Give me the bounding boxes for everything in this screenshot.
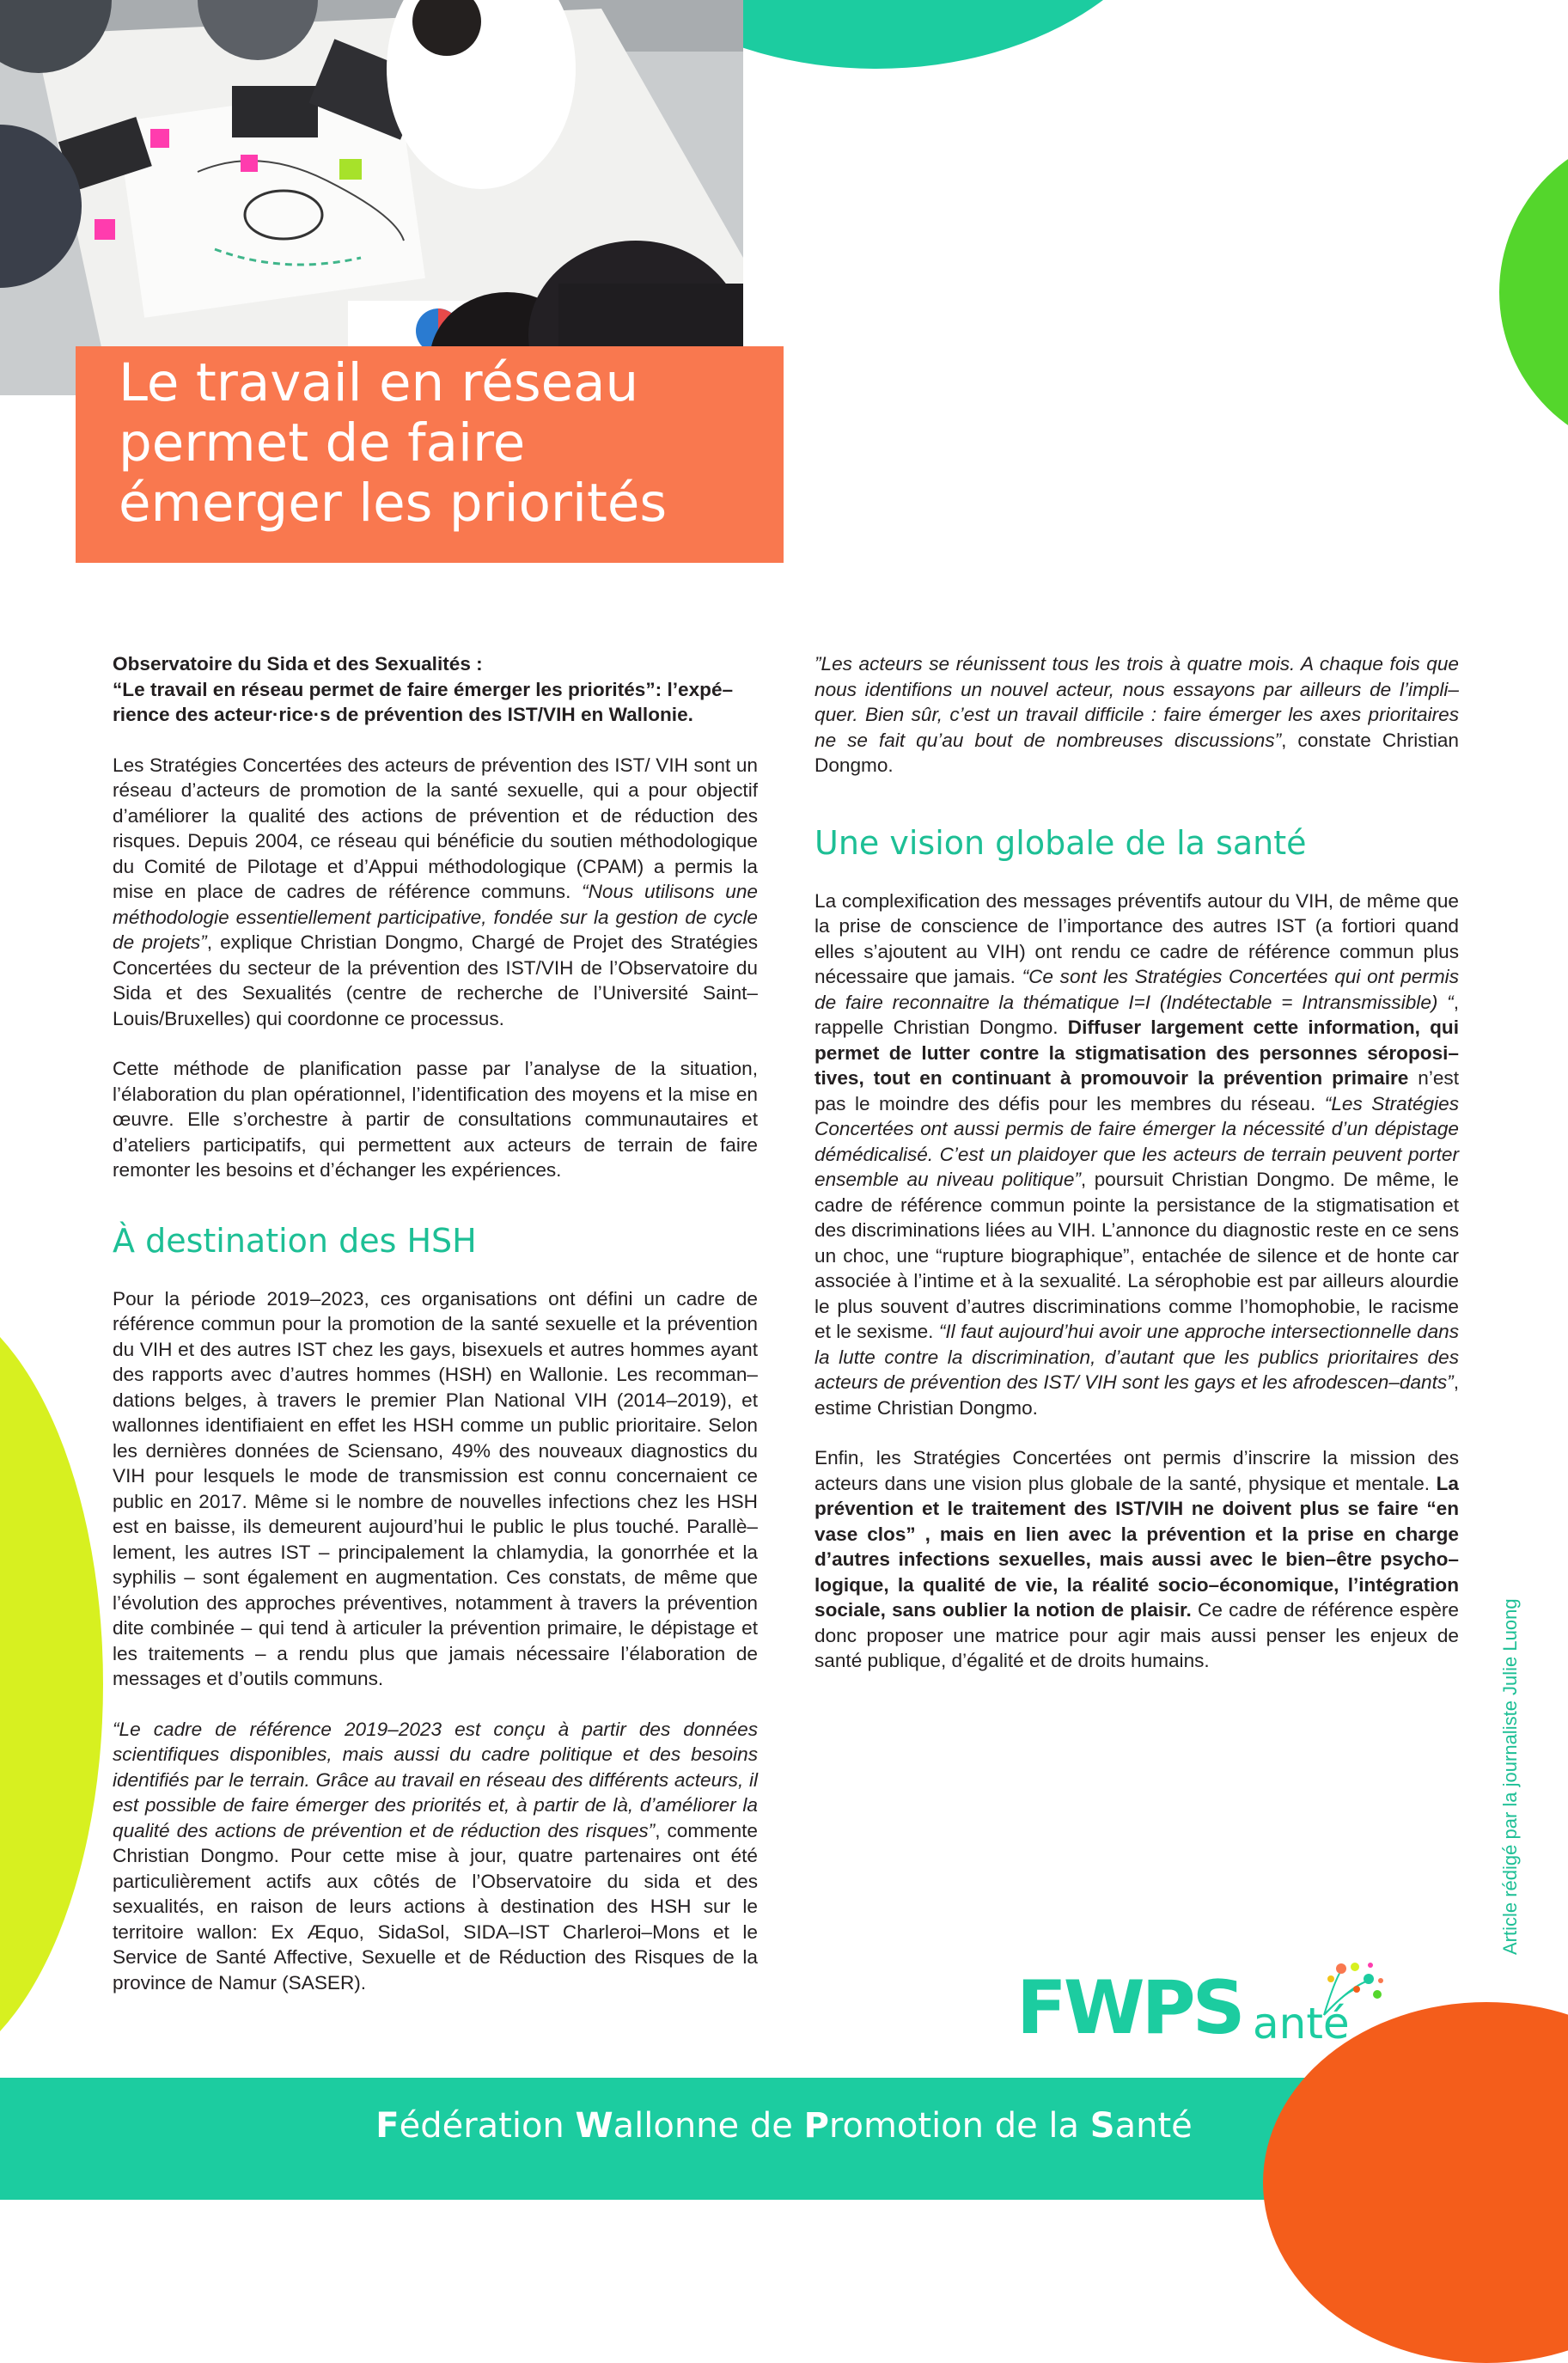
paragraph: “Le cadre de référence 2019–2023 est conçu à partir des données scientifiques disponibles, mais aussi du cadre politique et des besoins identifiés par le terrain. Grâce au travail en réseau des différents acteurs, il est possible de faire émerger des priorités et, à partir de là, d’améliorer la qualité des actions de prévention et de réduction des risques”, commente Christian Dongmo. Pour cette mise à jour, quatre partenaires ont été particulièrement actifs aux côtés de l’Observatoire du sida et des sexualités, en raison de leurs actions à destination des HSH sur le territoire wallon: Ex Æquo, SidaSol, SIDA–IST Charleroi–Mons et le Service de Santé Affective, Sexuelle et de Réduction des Risques de la province de Namur (SASER).: [113, 1718, 758, 1994]
paragraph: Enfin, les Stratégies Concertées ont permis d’inscrire la mission des acteurs dans une vision plus globale de la santé, physique et mentale. La prévention et le traitement des IST/VIH ne doivent plus se faire “en vase clos” , mais en lien avec la prévention et la prise en charge d’autres infections sexuelles, mais aussi avec le bien–être psycho–logique, la qualité de vie, la réalité socio–économique, l’intégration sociale, sans oublier la notion de plaisir. Ce cadre de référence espère donc proposer une matrice pour agir mais aussi penser les enjeux de santé publique, d’égalité et de droits humains.: [815, 1447, 1459, 1671]
logo-sub-text: anté: [1253, 1999, 1350, 2049]
quote: “Le cadre de référence 2019–2023 est conçu à partir des données scientifiques disponibles, mais aussi du cadre politique et des besoins identifiés par le terrain. Grâce au travail en réseau des différents acteurs, il est possible de faire émerger des priorités et, à partir de là, d’améliorer la qualité des actions de prévention et de réduction des risques”: [113, 1718, 758, 1841]
intro-source: Observatoire du Sida et des Sexualités :: [113, 653, 483, 675]
quote: “Nous utilisons une méthodologie essentiellement participative, fondée sur la gestion de cycle de projets”: [113, 881, 758, 953]
section-heading-vision: Une vision globale de la santé: [815, 823, 1307, 862]
logo-main-text: FWPS: [1016, 1965, 1242, 2051]
section-heading-hsh: À destination des HSH: [113, 1221, 477, 1260]
article-title: Le travail en réseau permet de faire émerger les priorités: [119, 352, 668, 534]
hero-photo: [0, 0, 743, 395]
highlight: Diffuser largement cette information, qui permet de lutter contre la stigmatisation des personnes séroposi–tives, tout en continuant à promouvoir la prévention primaire: [815, 1017, 1459, 1089]
paragraph: Pour la période 2019–2023, ces organisations ont défini un cadre de référence commun pour la promotion de la santé sexuelle et la prévention du VIH et des autres IST chez les gays, bisexuels et autres hommes ayant des rapports avec d’autres hommes (HSH) en Wallonie. Les recomman–dations belges, à travers le premier Plan National VIH (2014–2019), et wallonnes identifiaient en effet les HSH comme un public prioritaire. Selon les dernières données de Sciensano, 49% des nouveaux diagnostics du VIH pour lesquels le mode de transmission est connu concernaient ce public en 2017. Même si le nombre de nouvelles infections chez les HSH est en baisse, ils demeurent aujourd’hui le public le plus touché. Parallè–lement, les autres IST – principalement la chlamydia, la gonorrhée et la syphilis – sont également en augmentation. Ces constats, de même que l’évolution des approches préventives, notamment à travers la prévention dite combinée – qui tend à articuler la prévention primaire, le dépistage et les traitements – a rendu plus que jamais nécessaire l’élaboration de messages et d’outils communs.: [113, 1287, 758, 1689]
author-credit: Article rédigé par la journaliste Julie Luong: [1499, 1598, 1521, 1955]
highlight: La prévention et le traitement des IST/VIH ne doivent plus se faire “en vase clos” , mais en lien avec la prévention et la prise en charge d’autres infections sexuelles, mais aussi avec le bien–être psycho–logique, la qualité de vie, la réalité socio–économique, l’intégration sociale, sans oublier la notion de plaisir.: [815, 1472, 1459, 1621]
logo-sparkle-icon: [1317, 1960, 1386, 2020]
intro-headline: “Le travail en réseau permet de faire émerger les priorités”: l’expé–rience des acteur·rice·s de prévention des IST/VIH en Wallonie.: [113, 678, 734, 725]
quote: “Les Stratégies Concertées ont aussi permis de faire émerger la nécessité d’un dépistage démédicalisé. C’est un plaidoyer que les acteurs de terrain peuvent porter ensemble au niveau politique”: [815, 1092, 1459, 1190]
footer-organisation-name: Fédération Wallonne de Promotion de la Santé: [375, 2106, 1193, 2146]
left-column: [113, 651, 758, 2020]
fwps-logo: [1016, 1963, 1377, 2058]
paragraph: Cette méthode de planification passe par l’analyse de la situation, l’élaboration du plan opérationnel, l’identification des moyens et la mise en œuvre. Elle s’orchestre à partir de consultations communautaires et d’ateliers participatifs, qui permettent aux acteurs de terrain de faire remonter les besoins et d’échanger les expériences.: [113, 1058, 758, 1181]
article-intro: [113, 651, 758, 728]
title-banner: [76, 346, 784, 563]
decorative-circle-left: [0, 1289, 103, 2079]
quote: “Il faut aujourd’hui avoir une approche intersectionnelle dans la lutte contre la discrimination, d’autant que les publics prioritaires des acteurs de prévention des IST/ VIH sont les gays et les afrodescen–dants”: [815, 1321, 1460, 1393]
paragraph: La complexification des messages préventifs autour du VIH, de même que la prise de conscience de l’importance des autres IST (a fortiori quand elles s’ajoutent au VIH) ont rendu ce cadre de référence commun plus nécessaire que jamais. “Ce sont les Stratégies Concertées qui ont permis de faire reconnaitre la thématique I=I (Indétectable = Intransmissible) “, rappelle Christian Dongmo. Diffuser largement cette information, qui permet de lutter contre la stigmatisation des personnes séroposi–tives, tout en continuant à promouvoir la prévention primaire n’est pas le moindre des défis pour les membres du réseau. “Les Stratégies Concertées ont aussi permis de faire émerger la nécessité d’un dépistage démédicalisé. C’est un plaidoyer que les acteurs de terrain peuvent porter ensemble au niveau politique”, poursuit Christian Dongmo. De même, le cadre de référence commun pointe la persistance de la stigmatisation et des discriminations liées au VIH. L’annonce du diagnostic reste en ce sens un choc, une “rupture biographique”, entachée de silence et de honte car associée à l’intime et à la sexualité. La sérophobie est par ailleurs alourdie le plus souvent d’autres discriminations comme l’homophobie, le racisme et le sexisme. “Il faut aujourd’hui avoir une approche intersectionnelle dans la lutte contre la discrimination, d’autant que les publics prioritaires des acteurs de prévention des IST/ VIH sont les gays et les afrodescen–dants”, estime Christian Dongmo.: [815, 889, 1460, 1419]
paragraph: ”Les acteurs se réunissent tous les trois à quatre mois. A chaque fois que nous identifions un nouvel acteur, nous essayons par ailleurs de l’impli–quer. Bien sûr, c’est un travail difficile : faire émerger les axes prioritaires ne se fait qu’au bout de nombreuses discussions”, constate Christian Dongmo.: [815, 653, 1459, 776]
paragraph: Les Stratégies Concertées des acteurs de prévention des IST/ VIH sont un réseau d’acteurs de promotion de la santé sexuelle, qui a pour objectif d’améliorer la qualité des actions de prévention et de réduction des risques. Depuis 2004, ce réseau qui bénéficie du soutien méthodologique du Comité de Pilotage et d’Appui méthodologique (CPAM) a permis la mise en place de cadres de référence communs. “Nous utilisons une méthodologie essentiellement participative, fondée sur la gestion de cycle de projets”, explique Christian Dongmo, Chargé de Projet des Stratégies Concertées du secteur de la prévention des IST/VIH de l’Observatoire du Sida et des Sexualités (centre de recherche de l’Université Saint–Louis/Bruxelles) qui coordonne ce processus.: [113, 754, 759, 1029]
decorative-circle-right: [1499, 129, 1568, 455]
right-column: [815, 651, 1459, 1699]
quote: “Ce sont les Stratégies Concertées qui ont permis de faire reconnaitre la thématique I=I (Indétectable = Intransmissible) “: [815, 966, 1459, 1013]
quote: ”Les acteurs se réunissent tous les trois à quatre mois. A chaque fois que nous identifions un nouvel acteur, nous essayons par ailleurs de l’impli–quer. Bien sûr, c’est un travail difficile : faire émerger les axes prioritaires ne se fait qu’au bout de nombreuses discussions”: [815, 653, 1459, 751]
